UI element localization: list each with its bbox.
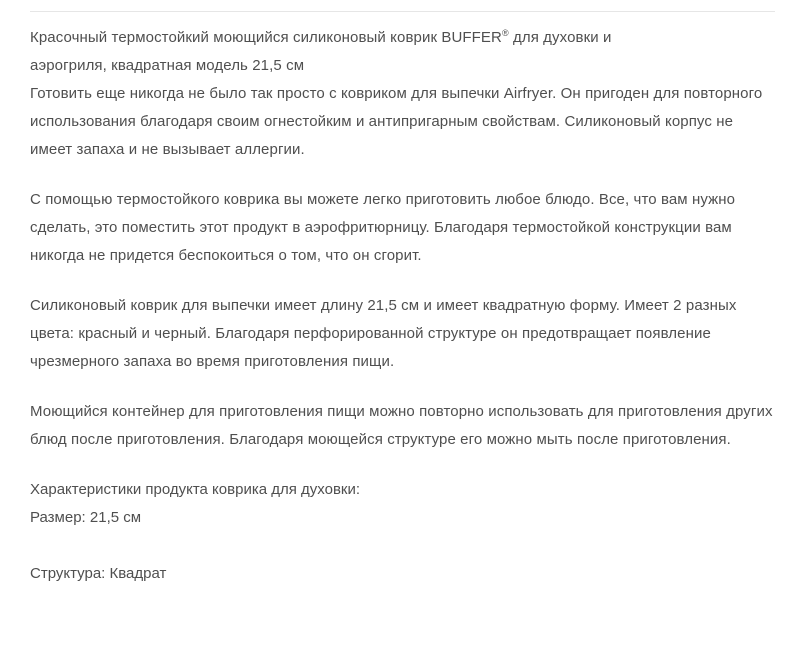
- product-title-text-start: Красочный термостойкий моющийся силиконовый коврик BUFFER: [30, 29, 502, 46]
- description-paragraph-3: Силиконовый коврик для выпечки имеет длину 21,5 см и имеет квадратную форму. Имеет 2 разных цвета: красный и черный. Благодаря перфорированной структуре он предотвращает появление чрезмерного запаха во время приготовления пищи.: [30, 297, 737, 370]
- registered-trademark-symbol: ®: [501, 28, 509, 38]
- spec-spacer: [30, 532, 778, 560]
- description-paragraph-1: Готовить еще никогда не было так просто с ковриком для выпечки Airfryer. Он пригоден для повторного использования благодаря своим огнестойким и антипригарным свойствам. Силиконовый корпус не имеет запаха и не вызывает аллергии.: [30, 85, 763, 158]
- description-paragraph-4: Моющийся контейнер для приготовления пищи можно повторно использовать для приготовления других блюд после приготовления. Благодаря моющейся структуре его можно мыть после приготовления.: [30, 403, 773, 448]
- product-title-line-2: аэрогриля, квадратная модель 21,5 см: [30, 57, 305, 74]
- spec-structure: Структура: Квадрат: [30, 565, 167, 582]
- product-title-text-end: для духовки и: [508, 29, 612, 46]
- product-title: [30, 24, 778, 80]
- specs-heading: Характеристики продукта коврика для духовки:: [30, 481, 361, 498]
- product-specifications: [30, 476, 778, 588]
- description-paragraph-2: С помощью термостойкого коврика вы можете легко приготовить любое блюдо. Все, что вам нужно сделать, это поместить этот продукт в аэрофритюрницу. Благодаря термостойкой конструкции вам никогда не придется беспокоиться о том, что он сгорит.: [30, 191, 736, 264]
- top-divider: [30, 11, 775, 12]
- spec-size: Размер: 21,5 см: [30, 509, 142, 526]
- description-content: [30, 24, 778, 588]
